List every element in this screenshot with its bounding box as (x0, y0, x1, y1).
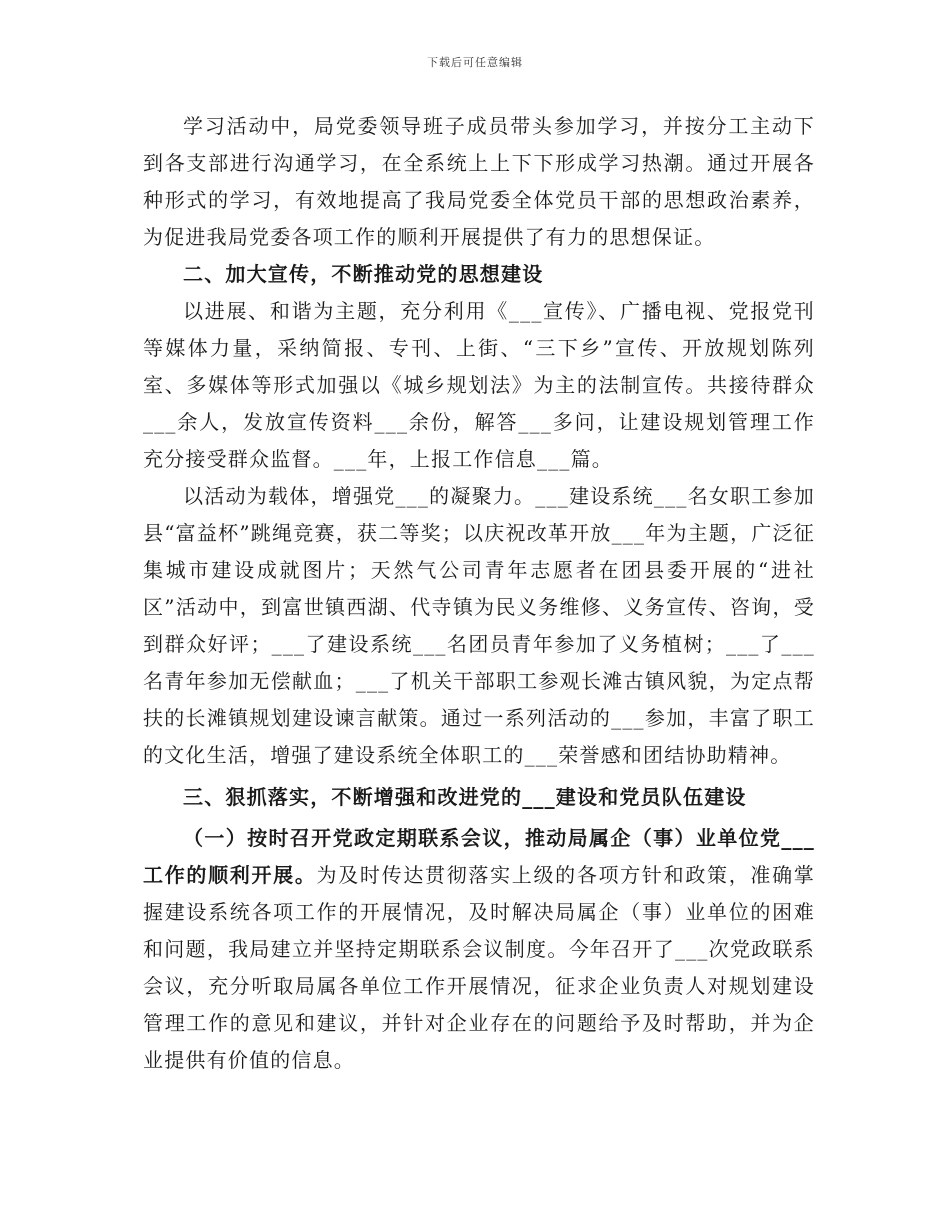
section-heading-2: 二、加大宣传，不断推动党的思想建设 (183, 262, 544, 286)
paragraph-publicity: 以进展、和谐为主题，充分利用《___宣传》、广播电视、党报党刊等媒体力量，采纳简报、专刊、上街、“三下乡”宣传、开放规划陈列室、多媒体等形式加强以《城乡规划法》为主的法制宣传。共接待群众___余人，发放宣传资料___余份，解答___多问，让建设规划管理工作充分接受群众监督。___年，上报工作信息___篇。 (143, 299, 815, 471)
paragraph-activities: 以活动为载体，增强党___的凝聚力。___建设系统___名女职工参加县“富益杯”跳绳竞赛，获二等奖；以庆祝改革开放___年为主题，广泛征集城市建设成就图片；天然气公司青年志愿者在团县委开展的“进社区”活动中，到富世镇西湖、代寺镇为民义务维修、义务宣传、咨询，受到群众好评；___了建设系统___名团员青年参加了义务植树；___了___名青年参加无偿献血；___了机关干部职工参观长滩古镇风貌，为定点帮扶的长滩镇规划建设谏言献策。通过一系列活动的___参加，丰富了职工的文化生活，增强了建设系统全体职工的___荣誉感和团结协助精神。 (143, 484, 815, 767)
paragraph-study-activities: 学习活动中，局党委领导班子成员带头参加学习，并按分工主动下到各支部进行沟通学习，在全系统上上下下形成学习热潮。通过开展各种形式的学习，有效地提高了我局党委全体党员干部的思想政治素养，为促进我局党委各项工作的顺利开展提供了有力的思想保证。 (143, 114, 815, 249)
document-body (143, 108, 815, 1079)
paragraph-joint-meetings-text: 为及时传达贯彻落实上级的各项方针和政策，准确掌握建设系统各项工作的开展情况，及时解决局属企（事）业单位的困难和问题，我局建立并坚持定期联系会议制度。今年召开了___次党政联系会议，充分听取局属各单位工作开展情况，征求企业负责人对规划建设管理工作的意见和建议，并针对企业存在的问题给予及时帮助，并为企业提供有价值的信息。 (143, 863, 815, 1072)
page-header: 下载后可任意编辑 (427, 56, 523, 69)
paragraph-joint-meetings (143, 820, 815, 1079)
subsection-lead: （一）按时召开党政定期联系会议，推动局属企（事）业单位党___工作的顺利开展。 (143, 826, 815, 887)
section-heading-3: 三、狠抓落实，不断增强和改进党的___建设和党员队伍建设 (183, 785, 747, 809)
